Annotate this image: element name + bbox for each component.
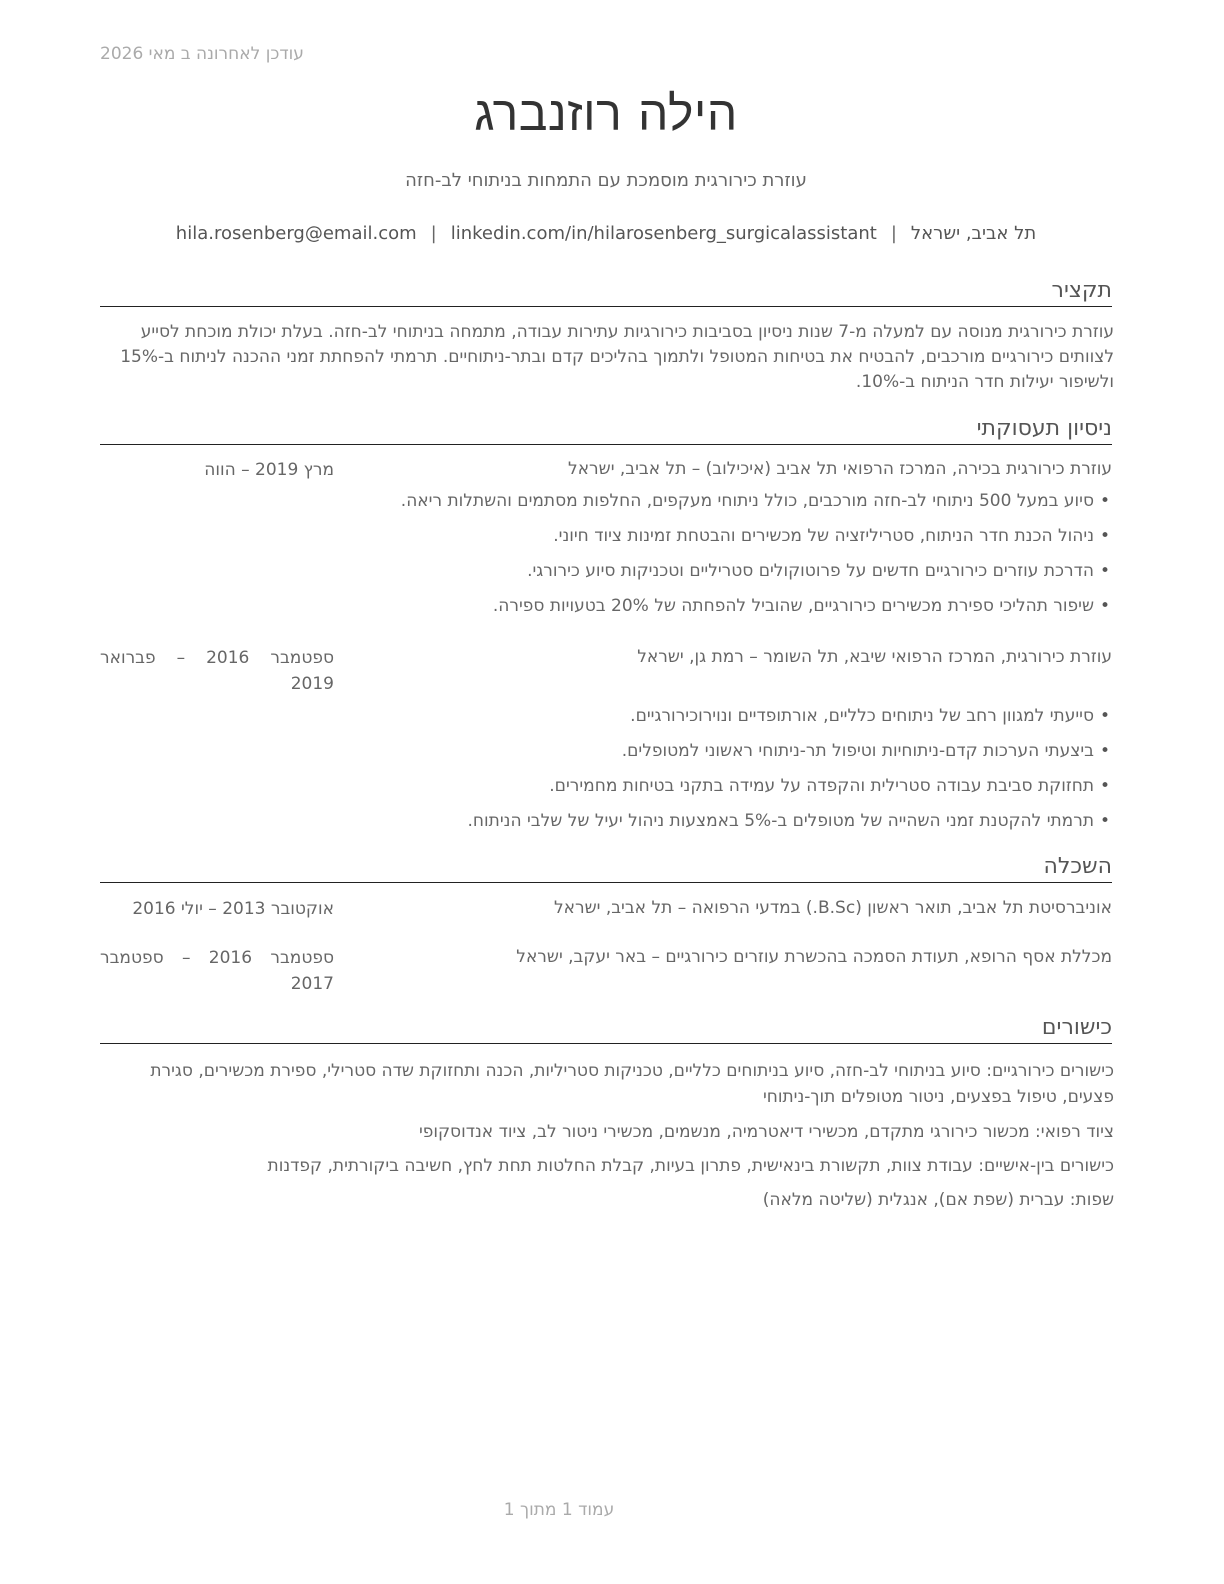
contact-separator: | [890,223,897,244]
contact-location: תל אביב, ישראל [910,223,1037,244]
candidate-name: הילה רוזנברג [474,86,738,142]
bullet-icon: • [1099,491,1110,511]
job-title: עוזרת כירורגית, המרכז הרפואי שיבא, תל השומר – רמת גן, ישראל [637,647,1112,667]
resume-page [100,0,1112,1584]
list-item: • סייעתי למגוון רחב של ניתוחים כלליים, אורתופדיים ונוירוכירורגיים. [630,706,1110,726]
section-title-skills: כישורים [100,1015,1112,1044]
job-title: עוזרת כירורגית בכירה, המרכז הרפואי תל אביב (איכילוב) – תל אביב, ישראל [568,459,1112,479]
skills-languages: שפות: עברית (שפת אם), אנגלית (שליטה מלאה) [762,1190,1114,1210]
job-dates: ספטמבר 2016 – פברואר 2019 [100,648,334,694]
education-dates: ספטמבר 2016 – ספטמבר 2017 [100,948,335,994]
skills-interpersonal: כישורים בין-אישיים: עבודת צוות, תקשורת בינאישית, פתרון בעיות, קבלת החלטות תחת לחץ, חשיבה ביקורתית, קפדנות [267,1156,1114,1176]
last-updated: עודכן לאחרונה ב מאי 2026 [100,44,304,64]
contact-email[interactable]: hila.rosenberg@email.com [175,223,417,244]
bullet-icon: • [1099,526,1110,546]
bullet-icon: • [1099,811,1110,831]
bullet-icon: • [1099,706,1110,726]
page-number: עמוד 1 מתוך 1 [503,1500,615,1520]
list-item: • שיפור תהליכי ספירת מכשירים כירורגיים, שהוביל להפחתה של 20% בטעויות ספירה. [492,596,1110,616]
skills-equipment: ציוד רפואי: מכשור כירורגי מתקדם, מכשירי דיאטרמיה, מנשמים, מכשירי ניטור לב, ציוד אנדוסקופי [418,1122,1114,1142]
bullet-icon: • [1099,776,1110,796]
summary-text: עוזרת כירורגית מנוסה עם למעלה מ-7 שנות ניסיון בסביבות כירורגיות עתירות עבודה, מתמחה בניתוחי לב-חזה. בעלת יכולת מוכחת לסייע לצוותים כירורגיים מורכבים, להבטיח את בטיחות המטופל ולתמוך בהליכים קדם ובתר-ניתוחיים. תרמתי להפחתת זמני ההכנה לניתוח ב-15% ולשיפור יעילות חדר הניתוח ב-10%. [120,322,1114,392]
education-title: מכללת אסף הרופא, תעודת הסמכה בהכשרת עוזרים כירורגיים – באר יעקב, ישראל [516,947,1112,967]
list-item: • סיוע במעל 500 ניתוחי לב-חזה מורכבים, כולל ניתוחי מעקפים, החלפות מסתמים והשתלות ריאה. [400,491,1110,511]
list-item: • ניהול הכנת חדר הניתוח, סטריליזציה של מכשירים והבטחת זמינות ציוד חיוני. [553,526,1110,546]
list-item: • תרמתי להקטנת זמני השהייה של מטופלים ב-5% באמצעות ניהול יעיל של שלבי הניתוח. [467,811,1110,831]
list-item: • תחזוקת סביבת עבודה סטרילית והקפדה על עמידה בתקני בטיחות מחמירים. [549,776,1110,796]
section-title-education: השכלה [100,854,1112,883]
contact-linkedin[interactable]: linkedin.com/in/hilarosenberg_surgicalassistant [450,223,877,244]
bullet-icon: • [1099,561,1110,581]
education-title: אוניברסיטת תל אביב, תואר ראשון (B.Sc.) במדעי הרפואה – תל אביב, ישראל [553,898,1112,918]
job-dates: מרץ 2019 – הווה [204,460,334,480]
education-dates: אוקטובר 2013 – יולי 2016 [132,899,334,919]
section-title-experience: ניסיון תעסוקתי [100,416,1112,445]
job-bullets [332,489,1112,629]
bullet-icon: • [1099,741,1110,761]
section-title-summary: תקציר [100,278,1112,307]
contact-line [100,223,1112,244]
bullet-icon: • [1099,596,1110,616]
job-bullets [332,704,1112,844]
skills-surgical: כישורים כירורגיים: סיוע בניתוחי לב-חזה, סיוע בניתוחים כלליים, טכניקות סטריליות, הכנה ותחזוקת שדה סטרילי, ספירת מכשירים, סגירת פצעים, טיפול בפצעים, ניטור מטופלים תוך-ניתוחי [150,1061,1114,1107]
contact-separator: | [430,223,437,244]
list-item: • הדרכת עוזרים כירורגיים חדשים על פרוטוקולים סטריליים וטכניקות סיוע כירורגי. [527,561,1110,581]
list-item: • ביצעתי הערכות קדם-ניתוחיות וטיפול תר-ניתוחי ראשוני למטופלים. [621,741,1110,761]
professional-headline: עוזרת כירורגית מוסמכת עם התמחות בניתוחי לב-חזה [405,170,807,191]
